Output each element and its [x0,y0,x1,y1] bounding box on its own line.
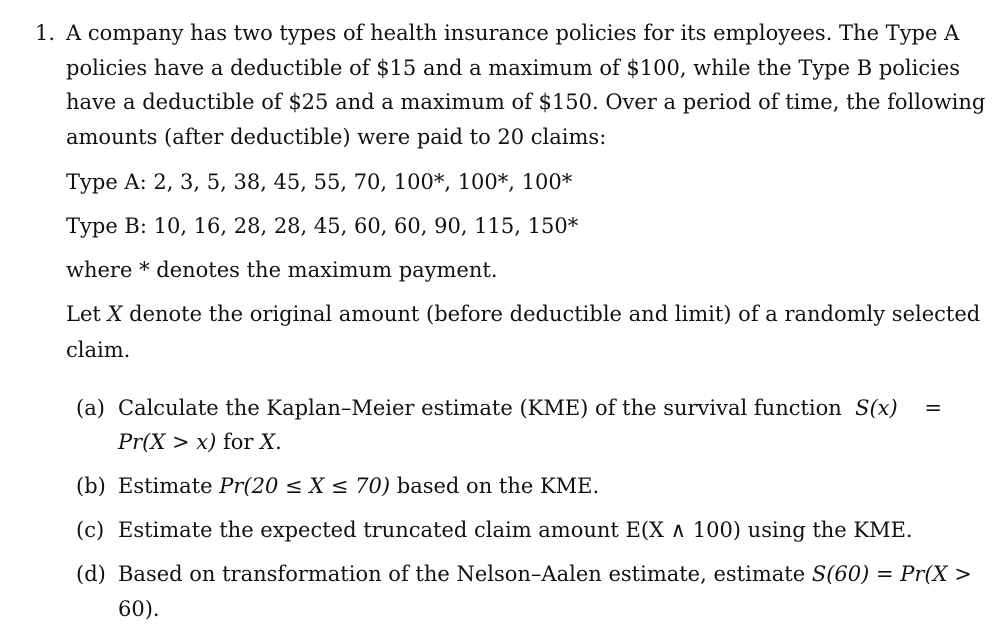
definition-variable: X [107,302,123,326]
type-b-data: Type B: 10, 16, 28, 28, 45, 60, 60, 90, 115, 150* [66,214,579,238]
part-a-text: Calculate the Kaplan–Meier estimate (KME) of the survival function [118,396,842,420]
type-a-data: Type A: 2, 3, 5, 38, 45, 55, 70, 100*, 100*, 100* [66,170,573,194]
part-a-equals: = [924,396,942,420]
definition-line-1-start [66,300,122,328]
intro-line-3: have a deductible of $25 and a maximum of $150. Over a period of time, the following [66,90,986,114]
part-c-text: Estimate the expected truncated claim amount E(X ∧ 100) using the KME. [118,518,913,542]
definition-line-1-rest: denote the original amount (before deductible and limit) of a randomly selected [122,302,981,326]
part-a-line-1 [118,394,942,422]
part-d-text: Based on transformation of the Nelson–Aalen estimate, estimate [118,562,812,586]
part-d-line-2: 60). [118,597,160,621]
intro-line-1 [66,19,960,47]
part-a-for: for [216,430,261,454]
definition-line-1 [66,300,981,328]
part-b-probability: Pr(20 ≤ X ≤ 70) [219,474,391,498]
part-a-line-2 [118,428,282,456]
part-a-label: (a) [76,396,105,420]
part-b-text-start: Estimate [118,474,220,498]
part-a-probability: Pr(X > x) [118,430,217,454]
part-d-label: (d) [76,562,106,586]
part-a-variable: X [260,430,276,454]
part-d-survival-at-60: S(60) = Pr(X > [811,562,972,586]
definition-let: Let [66,302,108,326]
intro-line-1-text: A company has two types of health insurance policies for its employees. The Type A [66,21,960,45]
part-b-text-end: based on the KME. [390,474,600,498]
part-b-label: (b) [76,474,106,498]
intro-line-4: amounts (after deductible) were paid to 20 claims: [66,125,607,149]
part-b-text [118,472,599,500]
intro-line-2: policies have a deductible of $15 and a maximum of $100, while the Type B policies [66,56,961,80]
part-a-survival-function: S(x) [855,396,898,420]
definition-line-2: claim. [66,338,131,362]
part-d-line-1 [118,560,972,588]
part-a-math-group [855,394,942,422]
max-payment-note: where * denotes the maximum payment. [66,258,498,282]
problem-number: 1. [35,21,56,45]
part-a-period: . [275,430,282,454]
part-c-label: (c) [76,518,105,542]
